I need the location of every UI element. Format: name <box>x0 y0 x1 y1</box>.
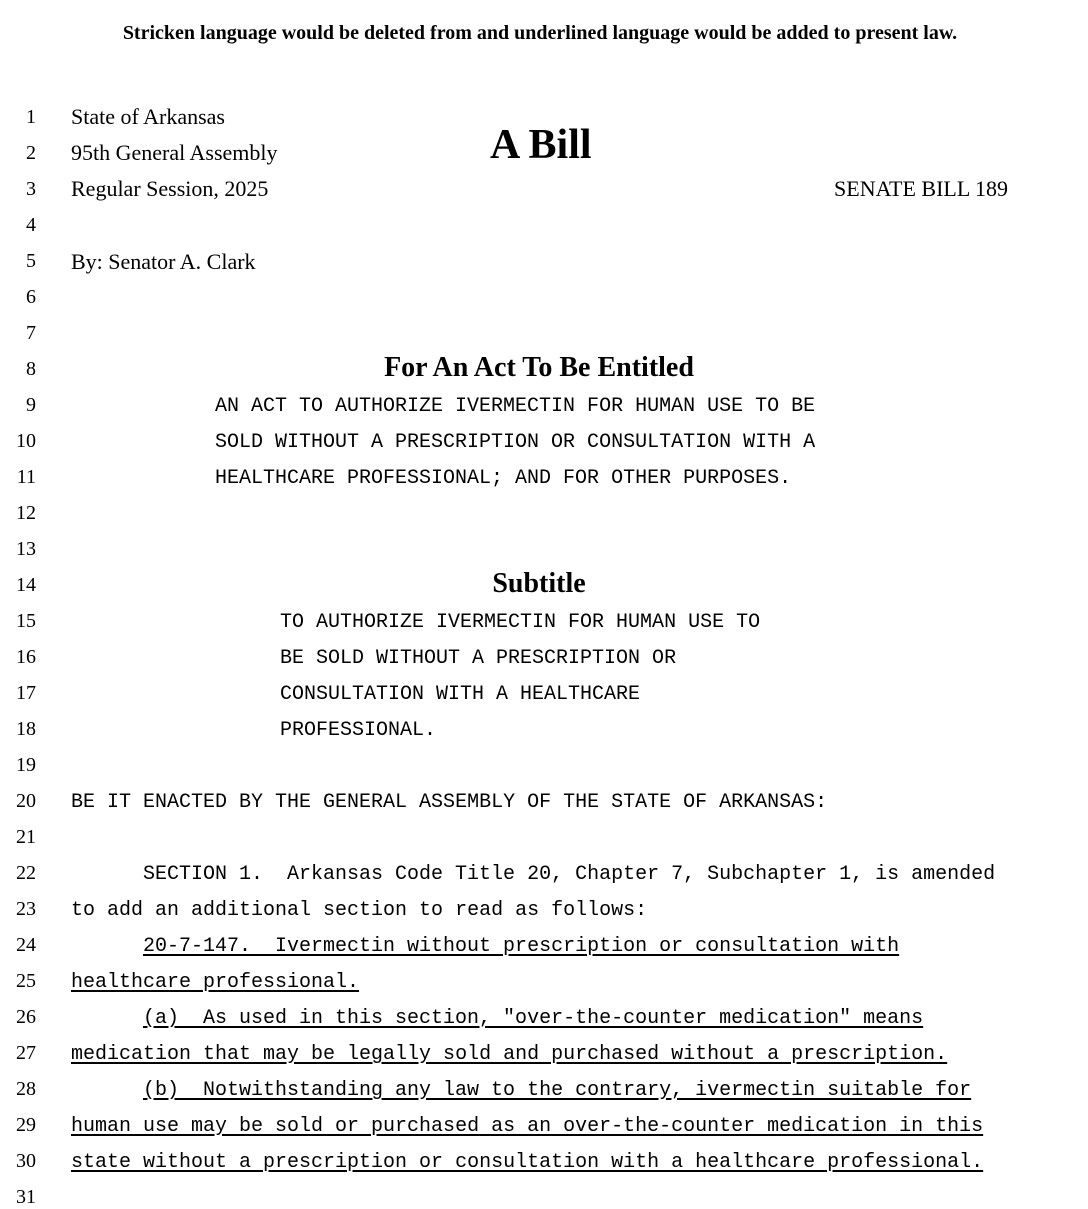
new-section-heading: 20-7-147. Ivermectin without prescription or consultation with <box>143 935 900 958</box>
line-number: 23 <box>16 898 36 920</box>
new-section-heading-cont: healthcare professional. <box>71 971 360 994</box>
subtitle-line: CONSULTATION WITH A HEALTHCARE <box>280 683 641 706</box>
line-number: 15 <box>16 610 36 632</box>
line-number: 6 <box>26 286 36 308</box>
line-number: 20 <box>16 790 36 812</box>
line-number: 28 <box>16 1078 36 1100</box>
state-name: State of Arkansas <box>71 104 225 129</box>
line-number: 3 <box>26 178 36 200</box>
line-number: 16 <box>16 646 36 668</box>
subsection-a: (a) As used in this section, "over-the-counter medication" means <box>143 1007 924 1030</box>
session: Regular Session, 2025 <box>71 176 269 201</box>
line-number: 5 <box>26 250 36 272</box>
line-number: 25 <box>16 970 36 992</box>
subsection-a-cont: medication that may be legally sold and purchased without a prescription. <box>71 1043 948 1066</box>
act-title-line: HEALTHCARE PROFESSIONAL; AND FOR OTHER PURPOSES. <box>215 467 792 490</box>
subtitle-line: BE SOLD WITHOUT A PRESCRIPTION OR <box>280 647 677 670</box>
line-number: 17 <box>16 682 36 704</box>
line-number: 1 <box>26 106 36 128</box>
line-number: 21 <box>16 826 36 848</box>
line-number: 18 <box>16 718 36 740</box>
sponsor: By: Senator A. Clark <box>71 249 256 274</box>
subtitle-heading: Subtitle <box>492 568 586 599</box>
line-number: 22 <box>16 862 36 884</box>
line-number: 14 <box>16 574 36 596</box>
line-number: 11 <box>16 466 36 488</box>
act-heading: For An Act To Be Entitled <box>384 352 694 383</box>
line-number: 27 <box>16 1042 36 1064</box>
line-number: 24 <box>16 934 36 956</box>
general-assembly: 95th General Assembly <box>71 140 278 165</box>
line-number: 30 <box>16 1150 36 1172</box>
act-title-line: SOLD WITHOUT A PRESCRIPTION OR CONSULTATION WITH A <box>215 431 816 454</box>
line-number: 26 <box>16 1006 36 1028</box>
line-number: 31 <box>16 1186 36 1208</box>
line-number: 29 <box>16 1114 36 1136</box>
line-number: 9 <box>26 394 36 416</box>
line-number: 7 <box>26 322 36 344</box>
line-number: 4 <box>26 214 36 236</box>
line-number: 2 <box>26 142 36 164</box>
line-number: 13 <box>16 538 36 560</box>
enacting-clause: BE IT ENACTED BY THE GENERAL ASSEMBLY OF THE STATE OF ARKANSAS: <box>71 791 828 814</box>
subsection-b-cont: state without a prescription or consultation with a healthcare professional. <box>71 1151 984 1174</box>
section-1-intro: SECTION 1. Arkansas Code Title 20, Chapter 7, Subchapter 1, is amended <box>143 863 996 886</box>
bill-number: SENATE BILL 189 <box>834 176 1008 201</box>
subtitle-line: TO AUTHORIZE IVERMECTIN FOR HUMAN USE TO <box>280 611 761 634</box>
line-number: 10 <box>16 430 36 452</box>
subtitle-line: PROFESSIONAL. <box>280 719 437 742</box>
section-1-intro-cont: to add an additional section to read as follows: <box>71 899 648 922</box>
document-title: A Bill <box>490 122 592 168</box>
amendment-notice: Stricken language would be deleted from and underlined language would be added to present law. <box>122 22 958 44</box>
line-number: 8 <box>26 358 36 380</box>
subsection-b: (b) Notwithstanding any law to the contrary, ivermectin suitable for <box>143 1079 972 1102</box>
act-title-line: AN ACT TO AUTHORIZE IVERMECTIN FOR HUMAN USE TO BE <box>215 395 816 418</box>
subsection-b-cont: human use may be sold or purchased as an over-the-counter medication in this <box>71 1115 984 1138</box>
line-number: 19 <box>16 754 36 776</box>
line-number: 12 <box>16 502 36 524</box>
